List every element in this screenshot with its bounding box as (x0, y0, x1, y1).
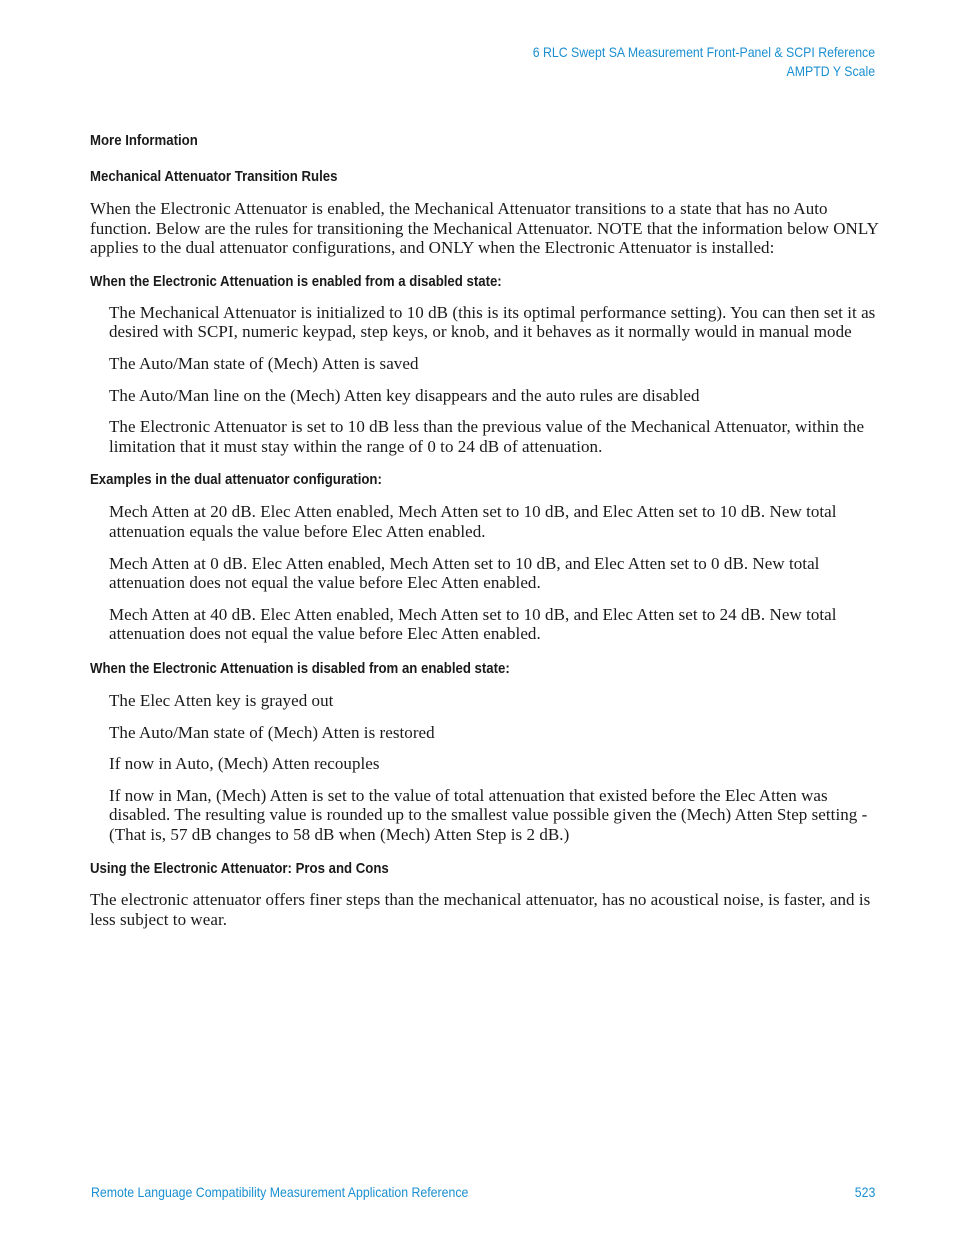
list-item: The Auto/Man state of (Mech) Atten is saved (109, 353, 419, 373)
list-item: The Electronic Attenuator is set to 10 dB less than the previous value of the Mechanical Attenuator, within the limitation that it must stay within the range of 0 to 24 dB of attenuation. (109, 417, 865, 456)
pros-and-cons-heading: Using the Electronic Attenuator: Pros and Cons (90, 860, 389, 878)
footer-document-title: Remote Language Compatibility Measurement Application Reference (91, 1184, 469, 1200)
mech-attenuator-rules-heading: Mechanical Attenuator Transition Rules (90, 168, 338, 185)
enabled-from-disabled-heading: When the Electronic Attenuation is enabled from a disabled state: (90, 272, 502, 290)
examples-heading: Examples in the dual attenuator configuration: (90, 471, 382, 489)
examples-list (109, 502, 880, 644)
running-header (533, 43, 875, 81)
pros-and-cons-paragraph: The electronic attenuator offers finer steps than the mechanical attenuator, has no acoustical noise, is faster, and is less subject to wear. (90, 890, 871, 930)
list-item: Mech Atten at 40 dB. Elec Atten enabled, Mech Atten set to 10 dB, and Elec Atten set to 24 dB. New total attenuation does not equal the value before Elec Atten enabled. (109, 604, 837, 644)
list-item: If now in Man, (Mech) Atten is set to the value of total attenuation that existed before the Elec Atten was disabled. The resulting value is rounded up to the smallest value possible given the (Mech) Atten Step setting - (That is, 57 dB changes to 58 dB when (Mech) Atten Step is 2 dB.) (109, 785, 868, 844)
list-item: Mech Atten at 0 dB. Elec Atten enabled, Mech Atten set to 10 dB, and Elec Atten set to 0 dB. New total attenuation does not equal the value before Elec Atten enabled. (109, 553, 820, 593)
mech-rules-intro-paragraph: When the Electronic Attenuator is enabled, the Mechanical Attenuator transitions to a state that has no Auto function. Below are the rules for transitioning the Mechanical Attenuator. NOTE that the information below ONLY applies to the dual attenuator configurations, and ONLY when the Electronic Attenuator is installed: (90, 199, 879, 258)
disabled-from-enabled-heading: When the Electronic Attenuation is disabled from an enabled state: (90, 659, 510, 677)
chapter-title: 6 RLC Swept SA Measurement Front-Panel & SCPI Reference (532, 44, 875, 60)
enabled-rules-list (109, 303, 880, 457)
list-item: The Elec Atten key is grayed out (109, 690, 334, 710)
section-title: AMPTD Y Scale (786, 63, 875, 79)
list-item: Mech Atten at 20 dB. Elec Atten enabled, Mech Atten set to 10 dB, and Elec Atten set to 10 dB. New total attenuation equals the value before Elec Atten enabled. (109, 502, 837, 541)
disabled-rules-list (109, 691, 880, 845)
more-information-heading: More Information (90, 132, 198, 149)
list-item: The Auto/Man state of (Mech) Atten is restored (109, 722, 435, 742)
page-content (90, 131, 880, 930)
page-number: 523 (854, 1184, 875, 1200)
list-item: The Auto/Man line on the (Mech) Atten key disappears and the auto rules are disabled (109, 385, 700, 405)
list-item: The Mechanical Attenuator is initialized to 10 dB (this is its optimal performance setting). You can then set it as desired with SCPI, numeric keypad, step keys, or knob, and it behaves as it normally would in manual mode (109, 302, 876, 342)
list-item: If now in Auto, (Mech) Atten recouples (109, 754, 380, 774)
